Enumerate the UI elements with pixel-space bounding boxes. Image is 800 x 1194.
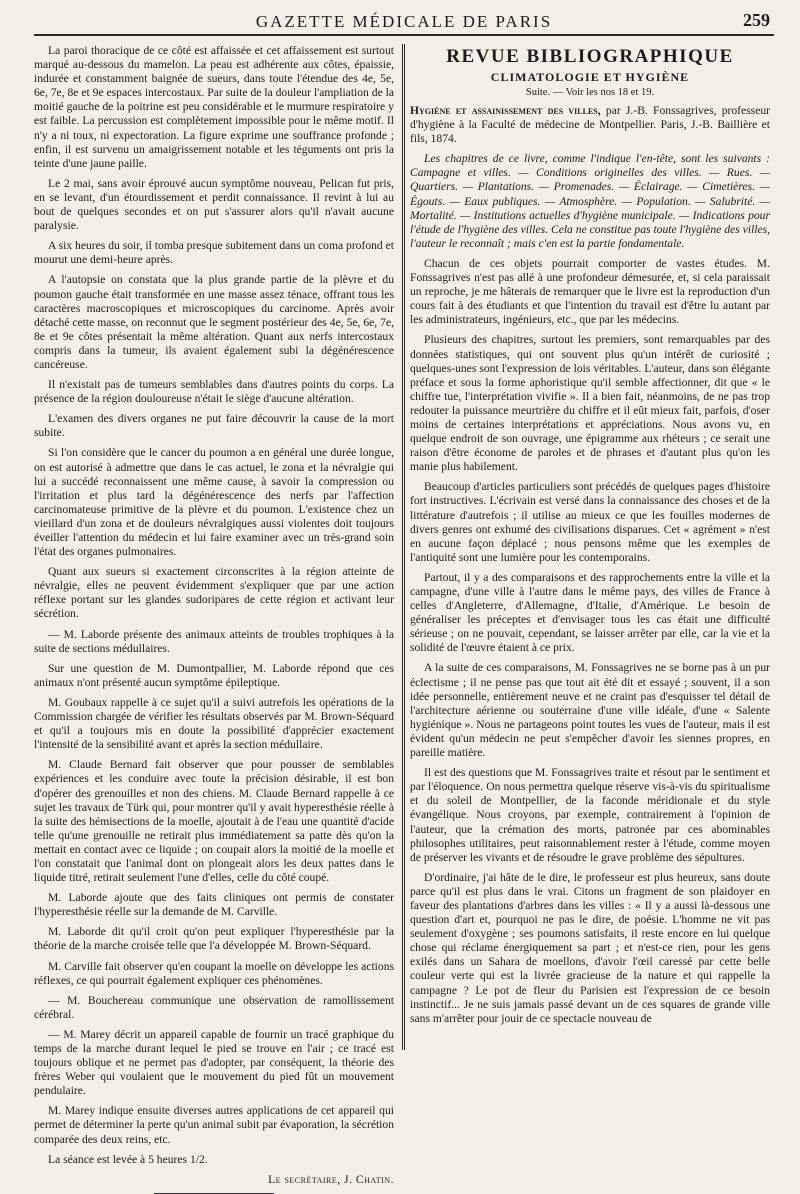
paragraph: La séance est levée à 5 heures 1/2. — [48, 1152, 208, 1166]
paragraph: Sur une question de M. Dumontpallier, M. Laborde répond que ces animaux n'ont présenté aucun symptôme épileptique. — [34, 661, 394, 689]
page-header — [34, 8, 774, 36]
paragraph: L'examen des divers organes ne put faire découvrir la cause de la mort subite. — [34, 412, 394, 440]
paragraph: — M. Bouchereau communique une observation de ramollissement cérébral. — [34, 993, 394, 1021]
paragraph: M. Claude Bernard fait observer que pour pousser de semblables expériences et les conduire avec toute la précision désirable, il est bon d'opérer des grenouilles et non des chiens. M. Claude Bernard rappelle à ce sujet les travaux de Türk qui, pour montrer qu'il y avait hyperesthésie réelle à la suite des hémisections de la moelle, ajoutait à de l'eau une quantité d'acide telle qu'une grenouille ne retirait plus immédiatement sa patte dès qu'on la mettait en contact avec ce liquide ; on coupait alors la moitié de la moelle et l'on constatait que l'animal dont on plongeait alors les deux pattes dans le liquide titré, retirait seulement l'une d'elles, celle du côté coupé. — [34, 758, 394, 885]
paragraph: D'ordinaire, j'ai hâte de le dire, le professeur est plus heureux, sans doute parce qu'il est plus dans le vrai. Citons un fragment de son plaidoyer en faveur des plantations d'arbres dans les villes : « Il y a aussi là-dessous une question d'art et, pourquoi ne pas le dire, de poésie. L'homme ne vit pas seulement d'oxygène ; ses poumons satisfaits, il reste encore en lui quelque chose qui réclame énergiquement sa part ; et n'est-ce rien, pour les gens exilés dans un Sahara de moellons, d'avoir l'œil caressé par cette belle couleur verte qui est la livrée gracieuse de la nature et qui rappelle la campagne ? Le pot de fleur du Parisien est l'expression de ce besoin instinctif... Je ne suis jamais passé devant un de ces squares de grande ville sans m'arrêter pour jouir de ce spectacle nouveau de — [410, 870, 770, 1025]
paragraph: Plusieurs des chapitres, surtout les premiers, sont remarquables par des données statistiques, qui ont souvent plus qu'un intérêt de curiosité ; quelques-unes sont l'expression de lois véritables. L'auteur, dans son élégante préface et sous la forme aphoristique qu'il semble affectionner, dit que « le chiffre tue, l'interprétation vivifie ». Il a bien fait, néanmoins, de ne pas trop redouter la puissance meurtrière du chiffre et il eût mieux fait, parfois, d'oser moins de certaines interprétations et appréciations. Nous avons vu, en quelque endroit de son ouvrage, une épigramme aux rhéteurs ; ce serait une raison d'être économe de paroles et de phrases et d'autant plus qu'on les manie plus habilement. — [410, 333, 770, 474]
section-title: REVUE BIBLIOGRAPHIQUE — [446, 46, 734, 67]
paragraph: Quant aux sueurs si exactement circonscrites à la région atteinte de névralgie, elles ne peuvent évidemment s'expliquer que par une action réflexe portant sur les glandes sudoripares de cette région et activant leur sécrétion. — [34, 565, 394, 621]
paragraph: La paroi thoracique de ce côté est affaissée et cet affaissement est surtout marqué au-dessous du mamelon. La peau est adhérente aux côtes, épaissie, indurée et constamment baignée de sueurs, dans toute l'étendue des 4e, 5e, 6e, 7e, 8e et 9e espaces intercostaux. Par suite de la douleur l'ampliation de la moitié gauche de la poitrine est peu considérable et le murmure respiratoire y est faible. La percussion est complètement impossible pour le même motif. Il n'y a ni toux, ni expectoration. La figure exprime une souffrance profonde ; enfin, il est survenu un amaigrissement notable et les téguments ont pris la teinte d'une jaune paille. — [34, 44, 394, 170]
paragraph: M. Marey indique ensuite diverses autres applications de cet appareil qui permet de déterminer la perte qu'un animal subit par évaporation, la sécrétion comparée des deux reins, etc. — [34, 1104, 394, 1146]
journal-title: GAZETTE MÉDICALE DE PARIS — [255, 12, 553, 31]
paragraph: A l'autopsie on constata que la plus grande partie de la plèvre et du poumon gauche était transformée en une masse assez ténace, offrant tous les caractères macroscopiques et microscopiques du carcinome. Après avoir détaché cette masse, on reconnut que le segment postérieur des 4e, 5e, 6e, 7e, 8e et 9e côtes présentait la même altération. Quant aux nerfs intercostaux compris dans la tumeur, ils avaient également subi la dégénérescence cancéreuse. — [34, 273, 394, 371]
paragraph: — M. Marey décrit un appareil capable de fournir un tracé graphique du temps de la marche durant lequel le pied se trouve en l'air ; ce tracé est toujours oblique et ne permet pas d'adopter, par conséquent, la théorie des frères Weber qui voulaient que le mouvement du pied fût un mouvement pendulaire. — [34, 1027, 394, 1098]
paragraph: Les chapitres de ce livre, comme l'indique l'en-tête, sont les suivants : Campagne et villes. — Conditions originelles des villes. — Rues. — Quartiers. — Plantations. — Promenades. — Éclairage. — Cimetières. — Égouts. — Eaux publiques. — Atmosphère. — Population. — Salubrité. — Mortalité. — Institutions actuelles d'hygiène municipale. — Indications pour l'étude de l'hygiène des villes. Cela ne constitue pas toute l'hygiène des villes, l'auteur le reconnaît ; mais c'en est la partie fondamentale. — [410, 152, 770, 250]
paragraph: Il n'existait pas de tumeurs semblables dans d'autres points du corps. La présence de la région douloureuse n'était le siège d'aucune altération. — [34, 378, 394, 406]
page-number: 259 — [743, 10, 770, 30]
paragraph: Partout, il y a des comparaisons et des rapprochements entre la ville et la campagne, d'une ville à l'autre dans le même pays, des villes de France à celles d'Angleterre, d'Allemagne, d'Italie, d'Amérique. Le besoin de généraliser les préceptes et d'envisager tous les cas était une difficulté sérieuse ; on ne pouvait, cependant, se laisser arrêter par elle, car la vie et la solidité de l'œuvre étaient à ce prix. — [410, 570, 770, 655]
paragraph: — M. Laborde présente des animaux atteints de troubles trophiques à la suite de sections médullaires. — [34, 627, 394, 655]
paragraph: A la suite de ces comparaisons, M. Fonssagrives ne se borne pas à un pur éclectisme ; il ne pense pas que tout ait été dit et essayé ; souvent, il a son idée personnelle, entièrement neuve et ne craint pas d'esquisser tel détail de l'architecture aérienne ou souterraine d'une ville idéale, d'une « Salente hygiénique ». Nous ne partageons point toutes les vues de l'auteur, mais il est évident qu'un médecin ne peut s'empêcher d'avoir les siennes propres, en pareille matière. — [410, 661, 770, 760]
left-column — [34, 44, 394, 1186]
book-title: Hygiène et assainissement des villes, — [410, 104, 601, 117]
paragraph: Chacun de ces objets pourrait comporter de vastes études. M. Fonssagrives n'est pas allé à une profondeur démesurée, et, si cela paraissait un reproche, je me hâterais de remarquer que le livre est la reproduction d'un cours fait à des étudiants et que l'intention du travail est d'être lu autant par les administrateurs, ingénieurs, etc., que par les médecins. — [410, 256, 770, 327]
paragraph: M. Carville fait observer qu'en coupant la moelle on développe les actions réflexes, ce qui pourrait également expliquer ces phénomènes. — [34, 959, 394, 987]
column-rule — [402, 44, 405, 1050]
paragraph: Il est des questions que M. Fonssagrives traite et résout par le sentiment et par l'éloquence. On nous permettra quelque réserve vis-à-vis du spiritualisme et du soleil de Montpellier, de la faconde méridionale et du style évangélique. Nous croyons, par exemple, contrairement à l'opinion de l'auteur, que la crémation des morts, patronée par ces abominables philosophes utilitaires, peut raisonnablement rester à l'étude, comme moyen de préserver les vivants et de résoudre le grave problème des sépultures. — [410, 766, 770, 864]
signature-text: Le secrétaire, J. Chatin. — [268, 1172, 394, 1186]
paragraph: Le 2 mai, sans avoir éprouvé aucun symptôme nouveau, Pelican fut pris, en se levant, d'un étourdissement et perdit connaissance. Il revint à lui au bout de quelques secondes et on put s'assurer alors qu'il n'avait aucune paralysie. — [34, 176, 394, 233]
paragraph: M. Goubaux rappelle à ce sujet qu'il a suivi autrefois les opérations de la Commission chargée de vérifier les résultats observés par M. Brown-Séquard et qu'il a toujours mis en doute la possibilité d'apprécier exactement l'intensité de la sensibilité avant et après la section médullaire. — [34, 695, 394, 752]
paragraph: M. Laborde ajoute que des faits cliniques ont permis de constater l'hyperesthésie réelle sur la demande de M. Carville. — [34, 891, 394, 919]
book-details: par J.-B. Fonssagrives, professeur d'hygiène à la Faculté de médecine de Montpellier. Paris, J.-B. Baillière et fils, 1874. — [410, 104, 770, 146]
right-column — [410, 44, 770, 1064]
secretary-signature — [34, 1173, 394, 1187]
paragraph: Beaucoup d'articles particuliers sont précédés de quelques pages d'histoire fort instructives. L'écrivain est versé dans la connaissance des choses et de la littérature d'autrefois ; il utilise au mieux ce que les fouilles modernes de divers genres ont exhumé des civilisations disparues. Cet « agrément » n'est en aucune façon déplacé ; nous pensons même que les exemples de l'antiquité sont une lumière pour les contemporains. — [410, 480, 770, 564]
paragraph: M. Laborde dit qu'il croit qu'on peut expliquer l'hyperesthésie par la théorie de la marche croisée telle que l'a développée M. Brown-Séquard. — [34, 925, 394, 953]
continuation-note: Suite. — Voir les nos 18 et 19. — [525, 87, 655, 98]
paragraph: A six heures du soir, il tomba presque subitement dans un coma profond et mourut une demi-heure après. — [34, 239, 394, 267]
section-subtitle: CLIMATOLOGIE ET HYGIÈNE — [490, 70, 690, 84]
columns — [34, 44, 774, 1186]
paragraph: Si l'on considère que le cancer du poumon a en général une durée longue, on est autorisé à admettre que dans le cas actuel, le zona et la névralgie qui lui a succédé reconnaissent une même cause, à savoir la compression ou l'irritation et plus tard la dégénérescence des nerfs par l'affection carcinomateuse primitive de la plèvre et du poumon. L'existence chez un vieillard d'un zona et de douleurs névralgiques aussi violentes doit toujours éveiller l'attention du médecin et lui faire examiner avec un très-grand soin l'état des organes pulmonaires. — [34, 446, 394, 559]
book-reference — [410, 104, 770, 146]
